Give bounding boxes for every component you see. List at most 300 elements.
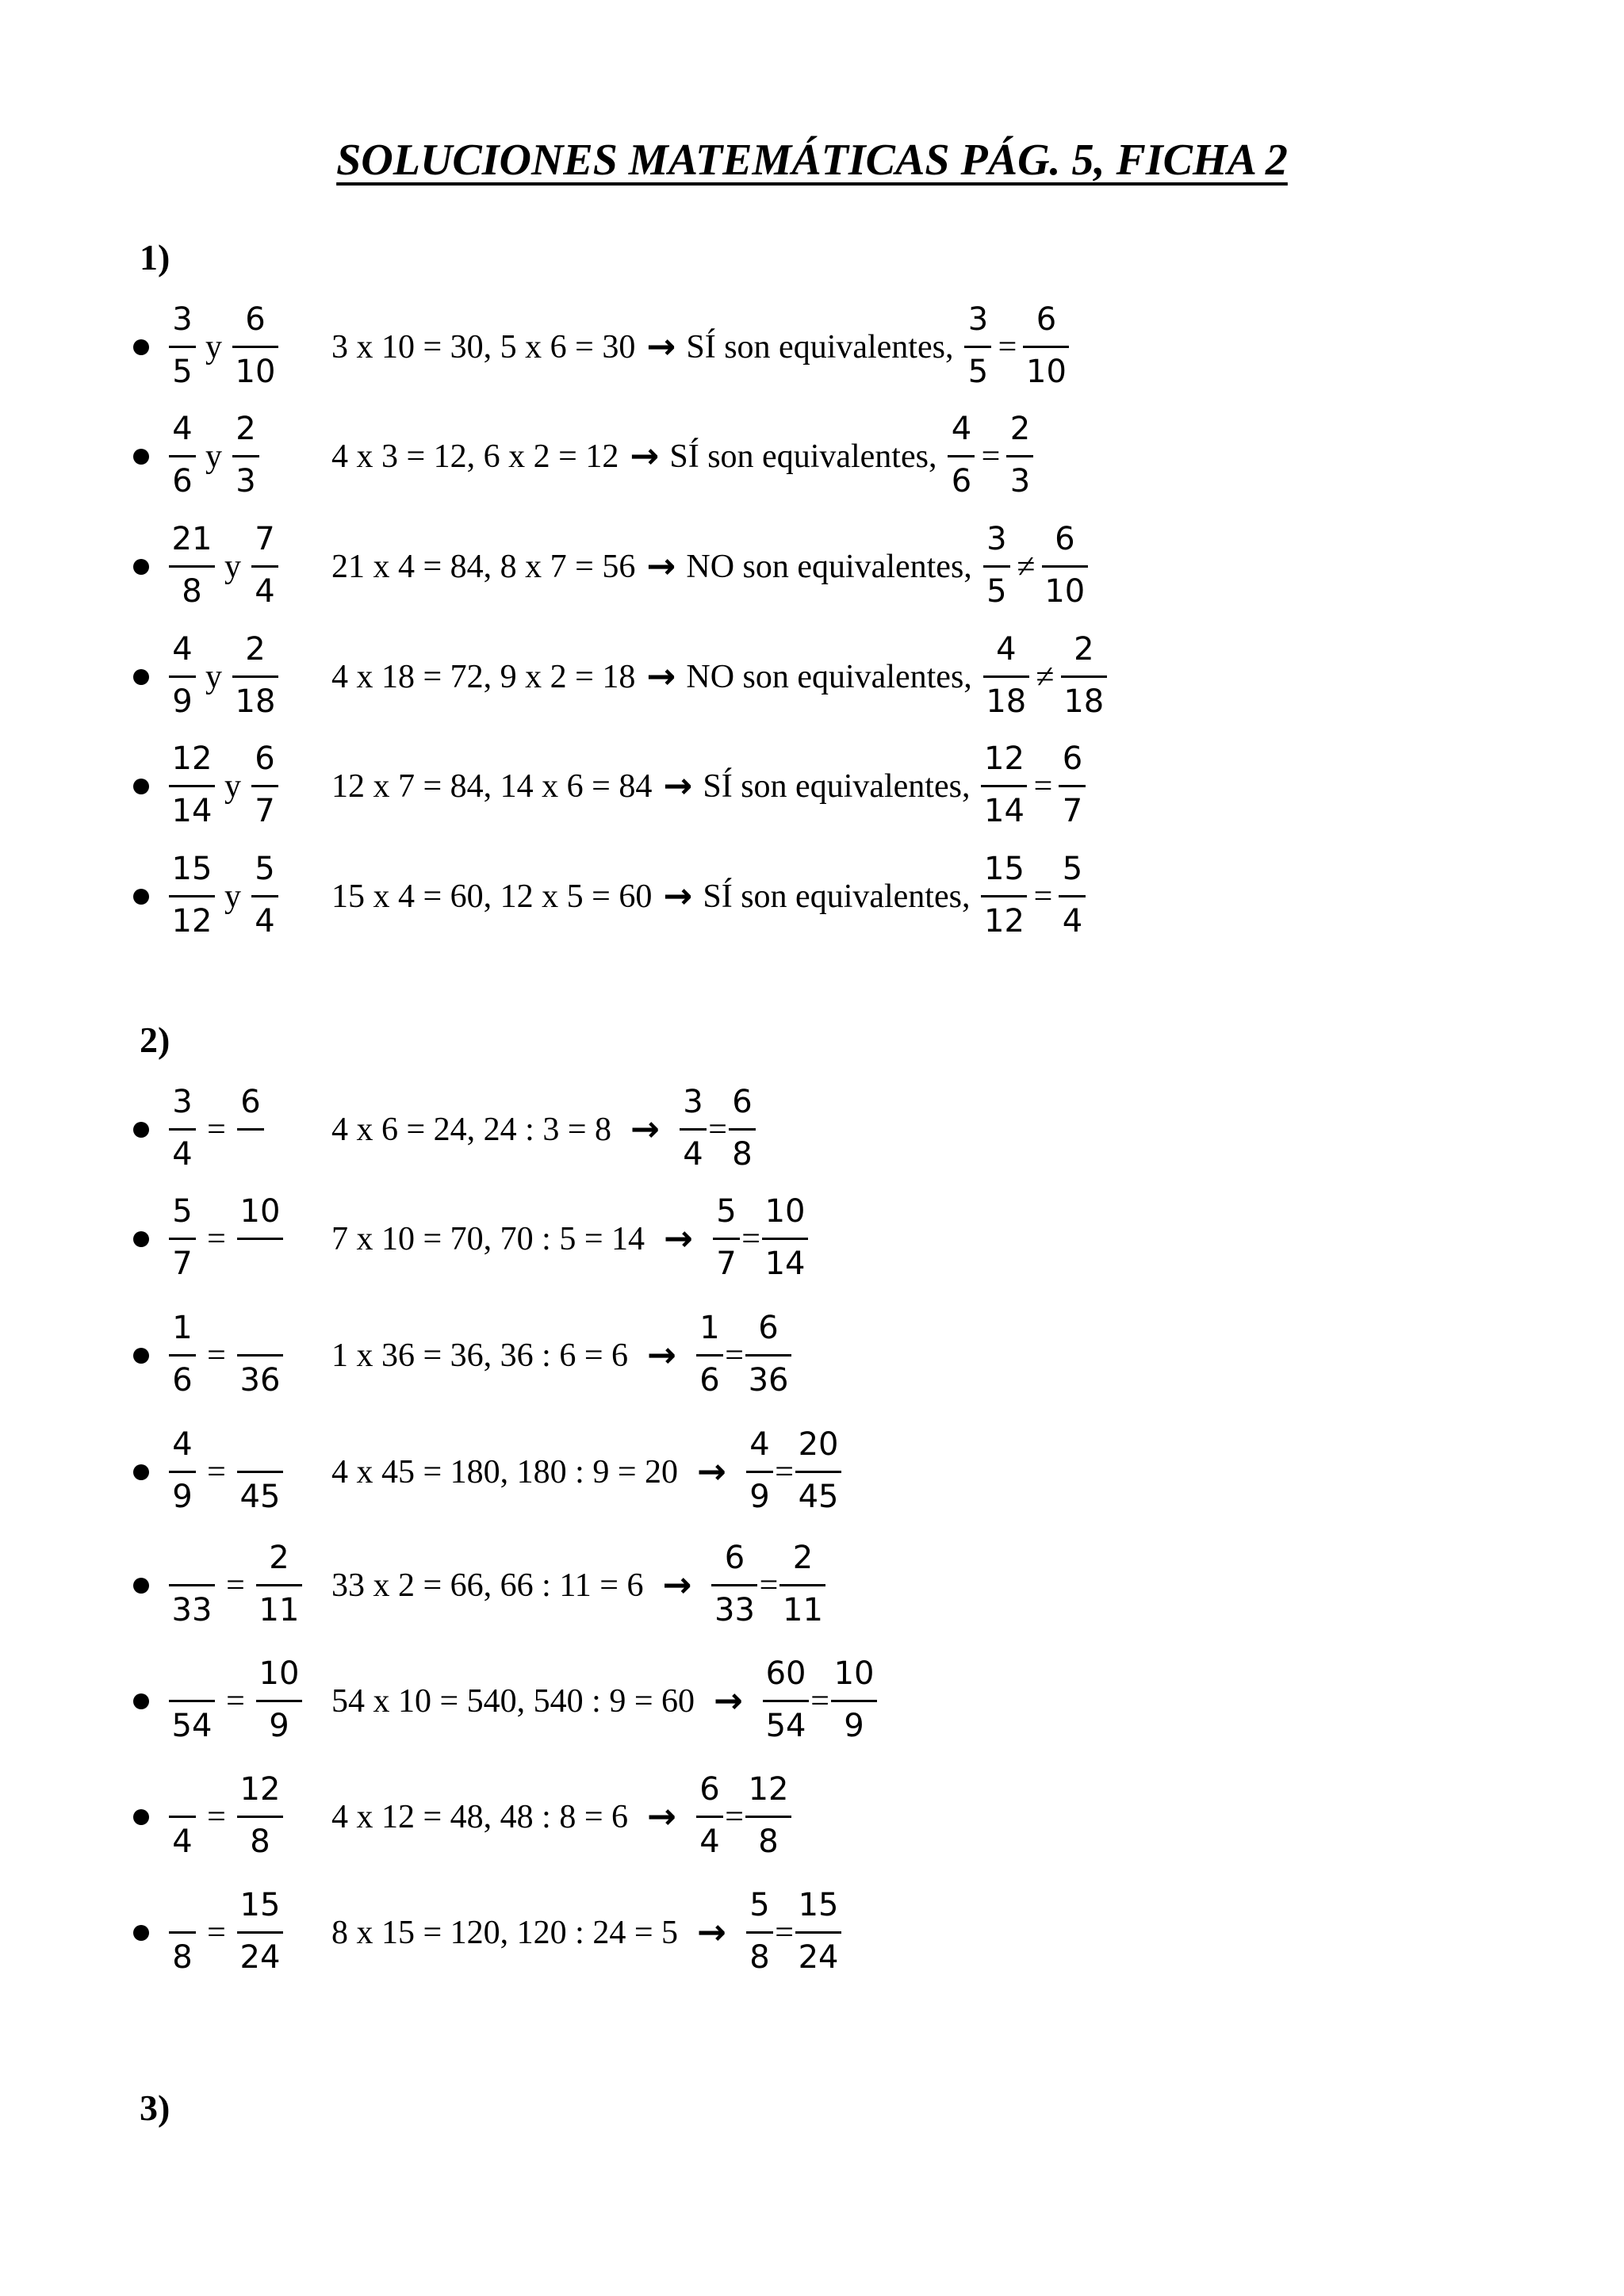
list-item — [133, 1530, 1561, 1641]
denominator: 11 — [259, 1592, 300, 1628]
result-fraction — [1061, 622, 1107, 733]
numerator: 6 — [724, 1540, 745, 1576]
fraction-bar — [232, 675, 278, 678]
numerator: 10 — [239, 1193, 281, 1230]
fraction-bar — [169, 1471, 196, 1473]
fraction — [169, 511, 215, 622]
list-item — [133, 1877, 1561, 1988]
fraction — [169, 1184, 196, 1295]
numerator: 60 — [765, 1655, 806, 1692]
numerator — [169, 1885, 196, 1925]
fraction-bar — [1006, 455, 1033, 457]
result-fraction — [964, 292, 991, 403]
fraction-bar — [1059, 785, 1086, 787]
numerator: 2 — [1074, 631, 1094, 668]
list-item — [133, 1762, 1561, 1873]
fraction — [169, 1530, 215, 1641]
connector-text: y — [224, 878, 241, 915]
result-fraction — [745, 1300, 791, 1411]
equals-sign: = — [725, 1337, 744, 1374]
fraction-bar — [1061, 675, 1107, 678]
numerator: 3 — [986, 521, 1007, 557]
bullet — [133, 1925, 149, 1941]
relation-symbol: = — [1033, 768, 1053, 805]
page-title: SOLUCIONES MATEMÁTICAS PÁG. 5, FICHA 2 — [336, 136, 1288, 185]
result-fraction — [779, 1530, 825, 1641]
relation-symbol: ≠ — [1036, 659, 1055, 695]
numerator: 15 — [798, 1887, 839, 1923]
result-fraction — [1042, 511, 1088, 622]
equals-sign: = — [226, 1567, 245, 1604]
equals-sign: = — [207, 1454, 226, 1490]
fraction — [169, 1074, 196, 1185]
result-fraction — [746, 1417, 773, 1528]
fraction-bar — [746, 1931, 773, 1934]
fraction-bar — [169, 565, 215, 568]
fraction-bar — [762, 1238, 808, 1240]
numerator: 6 — [1036, 301, 1057, 338]
numerator: 6 — [245, 301, 266, 338]
fraction — [237, 1074, 264, 1185]
denominator: 6 — [699, 1362, 720, 1399]
denominator: 10 — [1026, 354, 1067, 390]
fraction — [169, 401, 196, 512]
numerator: 2 — [236, 411, 256, 447]
fraction-bar — [983, 675, 1029, 678]
numerator: 7 — [255, 521, 275, 557]
denominator: 14 — [764, 1246, 806, 1282]
arrow-icon: → — [662, 1565, 692, 1605]
bullet — [133, 1231, 149, 1247]
arrow-icon: → — [697, 1452, 726, 1492]
numerator: 10 — [833, 1655, 875, 1692]
numerator: 12 — [748, 1771, 789, 1808]
list-item — [133, 1184, 1561, 1295]
list-item — [133, 1074, 1561, 1185]
bullet — [133, 779, 149, 794]
denominator: 9 — [749, 1479, 770, 1515]
equals-sign: = — [759, 1567, 779, 1604]
fraction — [169, 1762, 196, 1873]
result-fraction — [711, 1530, 757, 1641]
section-1-label: 1) — [140, 237, 170, 277]
denominator: 18 — [986, 683, 1027, 720]
denominator: 33 — [171, 1592, 213, 1628]
fraction-bar — [232, 346, 278, 348]
relation-symbol: = — [981, 438, 1001, 475]
result-fraction — [1006, 401, 1033, 512]
fraction — [169, 622, 196, 733]
denominator: 4 — [1062, 903, 1083, 939]
numerator: 2 — [1009, 411, 1031, 447]
fraction-bar — [169, 895, 215, 897]
calculation-text: 54 x 10 = 540, 540 : 9 = 60 — [331, 1683, 695, 1720]
fraction-bar — [251, 785, 278, 787]
list-item — [133, 1300, 1561, 1411]
result-fraction — [1059, 731, 1086, 842]
fraction-bar — [237, 1128, 264, 1131]
fraction — [169, 841, 215, 952]
result-fraction — [795, 1877, 841, 1988]
numerator: 6 — [1055, 521, 1075, 557]
fraction — [232, 622, 278, 733]
fraction-bar — [981, 785, 1027, 787]
verdict-text: SÍ son equivalentes, — [686, 329, 954, 365]
numerator: 4 — [749, 1426, 770, 1463]
numerator: 2 — [269, 1540, 289, 1576]
denominator: 54 — [765, 1708, 806, 1744]
equals-sign: = — [775, 1454, 794, 1490]
result-fraction — [983, 511, 1010, 622]
bullet — [133, 1693, 149, 1709]
denominator: 5 — [967, 354, 989, 390]
fraction-bar — [237, 1354, 283, 1357]
result-fraction — [680, 1074, 707, 1185]
denominator: 45 — [798, 1479, 839, 1515]
list-item — [133, 511, 1561, 622]
denominator: 10 — [235, 354, 276, 390]
equals-sign: = — [775, 1915, 794, 1951]
calculation-text: 4 x 18 = 72, 9 x 2 = 18 — [331, 659, 636, 695]
fraction-bar — [169, 1931, 196, 1934]
fraction-bar — [680, 1128, 707, 1131]
relation-symbol: ≠ — [1017, 549, 1036, 585]
numerator — [169, 1538, 215, 1578]
bullet — [133, 1122, 149, 1138]
result-fraction — [983, 622, 1029, 733]
verdict-text: NO son equivalentes, — [686, 549, 972, 585]
result-fraction — [795, 1417, 841, 1528]
fraction-bar — [256, 1700, 302, 1702]
equals-sign: = — [207, 1112, 226, 1148]
denominator: 24 — [798, 1939, 839, 1976]
numerator: 4 — [172, 411, 193, 447]
denominator: 36 — [239, 1362, 281, 1399]
relation-symbol: = — [1033, 878, 1053, 915]
fraction-bar — [251, 565, 278, 568]
denominator: 9 — [269, 1708, 289, 1744]
denominator: 18 — [235, 683, 276, 720]
numerator: 5 — [172, 1193, 193, 1230]
fraction-bar — [169, 346, 196, 348]
result-fraction — [696, 1300, 723, 1411]
bullet — [133, 1578, 149, 1594]
calculation-text: 4 x 3 = 12, 6 x 2 = 12 — [331, 438, 619, 475]
fraction — [169, 731, 215, 842]
numerator: 3 — [967, 301, 989, 338]
numerator: 15 — [171, 851, 213, 887]
result-fraction — [981, 841, 1027, 952]
section-3-label: 3) — [140, 2087, 170, 2128]
numerator: 6 — [1062, 740, 1083, 777]
denominator: 14 — [171, 793, 213, 829]
fraction-bar — [169, 1354, 196, 1357]
denominator — [237, 1135, 264, 1174]
result-fraction — [763, 1646, 809, 1757]
result-fraction — [696, 1762, 723, 1873]
arrow-icon: → — [664, 1219, 693, 1259]
fraction-bar — [779, 1584, 825, 1586]
verdict-text: SÍ son equivalentes, — [703, 768, 971, 805]
fraction-bar — [795, 1471, 841, 1473]
arrow-icon: → — [630, 436, 660, 476]
connector-text: y — [205, 329, 222, 365]
denominator: 7 — [716, 1246, 737, 1282]
fraction-bar — [237, 1471, 283, 1473]
denominator: 7 — [1062, 793, 1083, 829]
denominator: 4 — [172, 1136, 193, 1173]
numerator: 12 — [239, 1771, 281, 1808]
fraction-bar — [256, 1584, 302, 1586]
numerator: 12 — [171, 740, 213, 777]
denominator: 9 — [844, 1708, 864, 1744]
denominator: 8 — [758, 1823, 779, 1860]
numerator: 10 — [259, 1655, 300, 1692]
fraction-bar — [237, 1238, 283, 1240]
fraction-bar — [795, 1931, 841, 1934]
numerator — [237, 1425, 283, 1464]
fraction-bar — [763, 1700, 809, 1702]
denominator: 8 — [749, 1939, 770, 1976]
fraction-bar — [745, 1816, 791, 1818]
denominator: 11 — [783, 1592, 823, 1628]
fraction — [169, 1417, 196, 1528]
arrow-icon: → — [646, 327, 676, 367]
fraction-bar — [169, 1238, 196, 1240]
numerator: 6 — [699, 1771, 720, 1808]
result-fraction — [1023, 292, 1069, 403]
numerator: 15 — [239, 1887, 281, 1923]
denominator: 6 — [172, 463, 193, 499]
connector-text: y — [224, 768, 241, 805]
numerator: 12 — [984, 740, 1025, 777]
denominator: 6 — [951, 463, 972, 499]
equals-sign: = — [741, 1221, 760, 1257]
arrow-icon: → — [663, 766, 693, 806]
denominator: 45 — [239, 1479, 281, 1515]
arrow-icon: → — [647, 1797, 676, 1837]
calculation-text: 4 x 6 = 24, 24 : 3 = 8 — [331, 1112, 612, 1148]
equals-sign: = — [207, 1915, 226, 1951]
calculation-text: 4 x 45 = 180, 180 : 9 = 20 — [331, 1454, 679, 1490]
numerator: 4 — [951, 411, 972, 447]
bullet — [133, 449, 149, 465]
fraction — [232, 292, 278, 403]
connector-text: y — [205, 659, 222, 695]
fraction — [169, 292, 196, 403]
result-fraction — [1059, 841, 1086, 952]
fraction-bar — [948, 455, 975, 457]
bullet — [133, 1464, 149, 1480]
list-item — [133, 292, 1561, 403]
denominator: 7 — [172, 1246, 193, 1282]
result-fraction — [948, 401, 975, 512]
fraction-bar — [1023, 346, 1069, 348]
result-fraction — [729, 1074, 756, 1185]
denominator: 54 — [171, 1708, 213, 1744]
numerator: 5 — [716, 1193, 737, 1230]
numerator: 5 — [255, 851, 275, 887]
fraction-bar — [831, 1700, 877, 1702]
numerator: 4 — [996, 631, 1017, 668]
calculation-text: 7 x 10 = 70, 70 : 5 = 14 — [331, 1221, 645, 1257]
denominator: 4 — [255, 573, 275, 610]
section-2-label: 2) — [140, 1020, 170, 1060]
denominator: 4 — [683, 1136, 703, 1173]
denominator: 4 — [699, 1823, 720, 1860]
result-fraction — [831, 1646, 877, 1757]
fraction — [169, 1877, 196, 1988]
calculation-text: 12 x 7 = 84, 14 x 6 = 84 — [331, 768, 653, 805]
result-fraction — [713, 1184, 740, 1295]
fraction-bar — [964, 346, 991, 348]
denominator: 9 — [172, 1479, 193, 1515]
denominator — [237, 1244, 283, 1284]
list-item — [133, 841, 1561, 952]
fraction — [251, 841, 278, 952]
denominator: 8 — [182, 573, 202, 610]
numerator: 5 — [1062, 851, 1083, 887]
bullet — [133, 339, 149, 355]
calculation-text: 21 x 4 = 84, 8 x 7 = 56 — [331, 549, 636, 585]
numerator: 6 — [732, 1084, 753, 1120]
numerator: 21 — [171, 521, 213, 557]
connector-text: y — [224, 549, 241, 585]
verdict-text: SÍ son equivalentes, — [669, 438, 937, 475]
fraction-bar — [713, 1238, 740, 1240]
list-item — [133, 1417, 1561, 1528]
relation-symbol: = — [998, 329, 1017, 365]
arrow-icon: → — [697, 1912, 726, 1953]
fraction — [256, 1646, 302, 1757]
denominator: 4 — [172, 1823, 193, 1860]
numerator: 6 — [240, 1084, 261, 1120]
arrow-icon: → — [647, 1335, 676, 1376]
numerator: 20 — [798, 1426, 839, 1463]
arrow-icon: → — [714, 1681, 743, 1721]
denominator: 33 — [714, 1592, 755, 1628]
calculation-text: 4 x 12 = 48, 48 : 8 = 6 — [331, 1799, 629, 1835]
bullet — [133, 1348, 149, 1364]
fraction-bar — [169, 1816, 196, 1818]
numerator: 3 — [172, 301, 193, 338]
fraction — [237, 1300, 283, 1411]
denominator: 5 — [986, 573, 1007, 610]
denominator: 3 — [1009, 463, 1031, 499]
bullet — [133, 669, 149, 685]
denominator: 7 — [255, 793, 275, 829]
denominator: 3 — [236, 463, 256, 499]
fraction-bar — [169, 675, 196, 678]
fraction — [237, 1762, 283, 1873]
fraction-bar — [169, 1700, 215, 1702]
verdict-text: NO son equivalentes, — [686, 659, 972, 695]
fraction-bar — [983, 565, 1010, 568]
numerator: 15 — [984, 851, 1025, 887]
equals-sign: = — [226, 1683, 245, 1720]
connector-text: y — [205, 438, 222, 475]
calculation-text: 8 x 15 = 120, 120 : 24 = 5 — [331, 1915, 679, 1951]
fraction-bar — [729, 1128, 756, 1131]
list-item — [133, 401, 1561, 512]
fraction-bar — [746, 1471, 773, 1473]
list-item — [133, 731, 1561, 842]
denominator: 10 — [1044, 573, 1086, 610]
fraction — [169, 1300, 196, 1411]
fraction — [232, 401, 259, 512]
numerator — [169, 1770, 196, 1809]
equals-sign: = — [725, 1799, 744, 1835]
fraction-bar — [169, 1128, 196, 1131]
bullet — [133, 1809, 149, 1825]
numerator: 6 — [758, 1310, 779, 1346]
denominator: 8 — [250, 1823, 270, 1860]
equals-sign: = — [810, 1683, 829, 1720]
numerator — [237, 1308, 283, 1348]
fraction-bar — [169, 455, 196, 457]
numerator — [169, 1654, 215, 1693]
denominator: 12 — [984, 903, 1025, 939]
equals-sign: = — [207, 1337, 226, 1374]
numerator: 10 — [764, 1193, 806, 1230]
numerator: 1 — [172, 1310, 193, 1346]
denominator: 4 — [255, 903, 275, 939]
bullet — [133, 559, 149, 575]
denominator: 5 — [172, 354, 193, 390]
denominator: 6 — [172, 1362, 193, 1399]
fraction — [169, 1646, 215, 1757]
arrow-icon: → — [646, 546, 676, 587]
denominator: 24 — [239, 1939, 281, 1976]
fraction — [251, 731, 278, 842]
equals-sign: = — [207, 1221, 226, 1257]
denominator: 8 — [732, 1136, 753, 1173]
denominator: 36 — [748, 1362, 789, 1399]
result-fraction — [746, 1877, 773, 1988]
fraction-bar — [1059, 895, 1086, 897]
arrow-icon: → — [663, 876, 693, 916]
fraction-bar — [1042, 565, 1088, 568]
fraction-bar — [711, 1584, 757, 1586]
calculation-text: 15 x 4 = 60, 12 x 5 = 60 — [331, 878, 653, 915]
fraction-bar — [696, 1816, 723, 1818]
arrow-icon: → — [646, 656, 676, 697]
calculation-text: 3 x 10 = 30, 5 x 6 = 30 — [331, 329, 636, 365]
fraction — [237, 1417, 283, 1528]
numerator: 2 — [245, 631, 266, 668]
result-fraction — [981, 731, 1027, 842]
list-item — [133, 622, 1561, 733]
denominator: 14 — [984, 793, 1025, 829]
result-fraction — [745, 1762, 791, 1873]
fraction-bar — [745, 1354, 791, 1357]
fraction-bar — [696, 1354, 723, 1357]
fraction — [237, 1877, 283, 1988]
result-fraction — [762, 1184, 808, 1295]
list-item — [133, 1646, 1561, 1757]
denominator: 18 — [1063, 683, 1105, 720]
fraction — [256, 1530, 302, 1641]
calculation-text: 1 x 36 = 36, 36 : 6 = 6 — [331, 1337, 629, 1374]
fraction — [237, 1184, 283, 1295]
equals-sign: = — [207, 1799, 226, 1835]
numerator: 1 — [699, 1310, 720, 1346]
fraction-bar — [169, 785, 215, 787]
fraction-bar — [981, 895, 1027, 897]
denominator: 12 — [171, 903, 213, 939]
verdict-text: SÍ son equivalentes, — [703, 878, 971, 915]
equals-sign: = — [708, 1112, 727, 1148]
